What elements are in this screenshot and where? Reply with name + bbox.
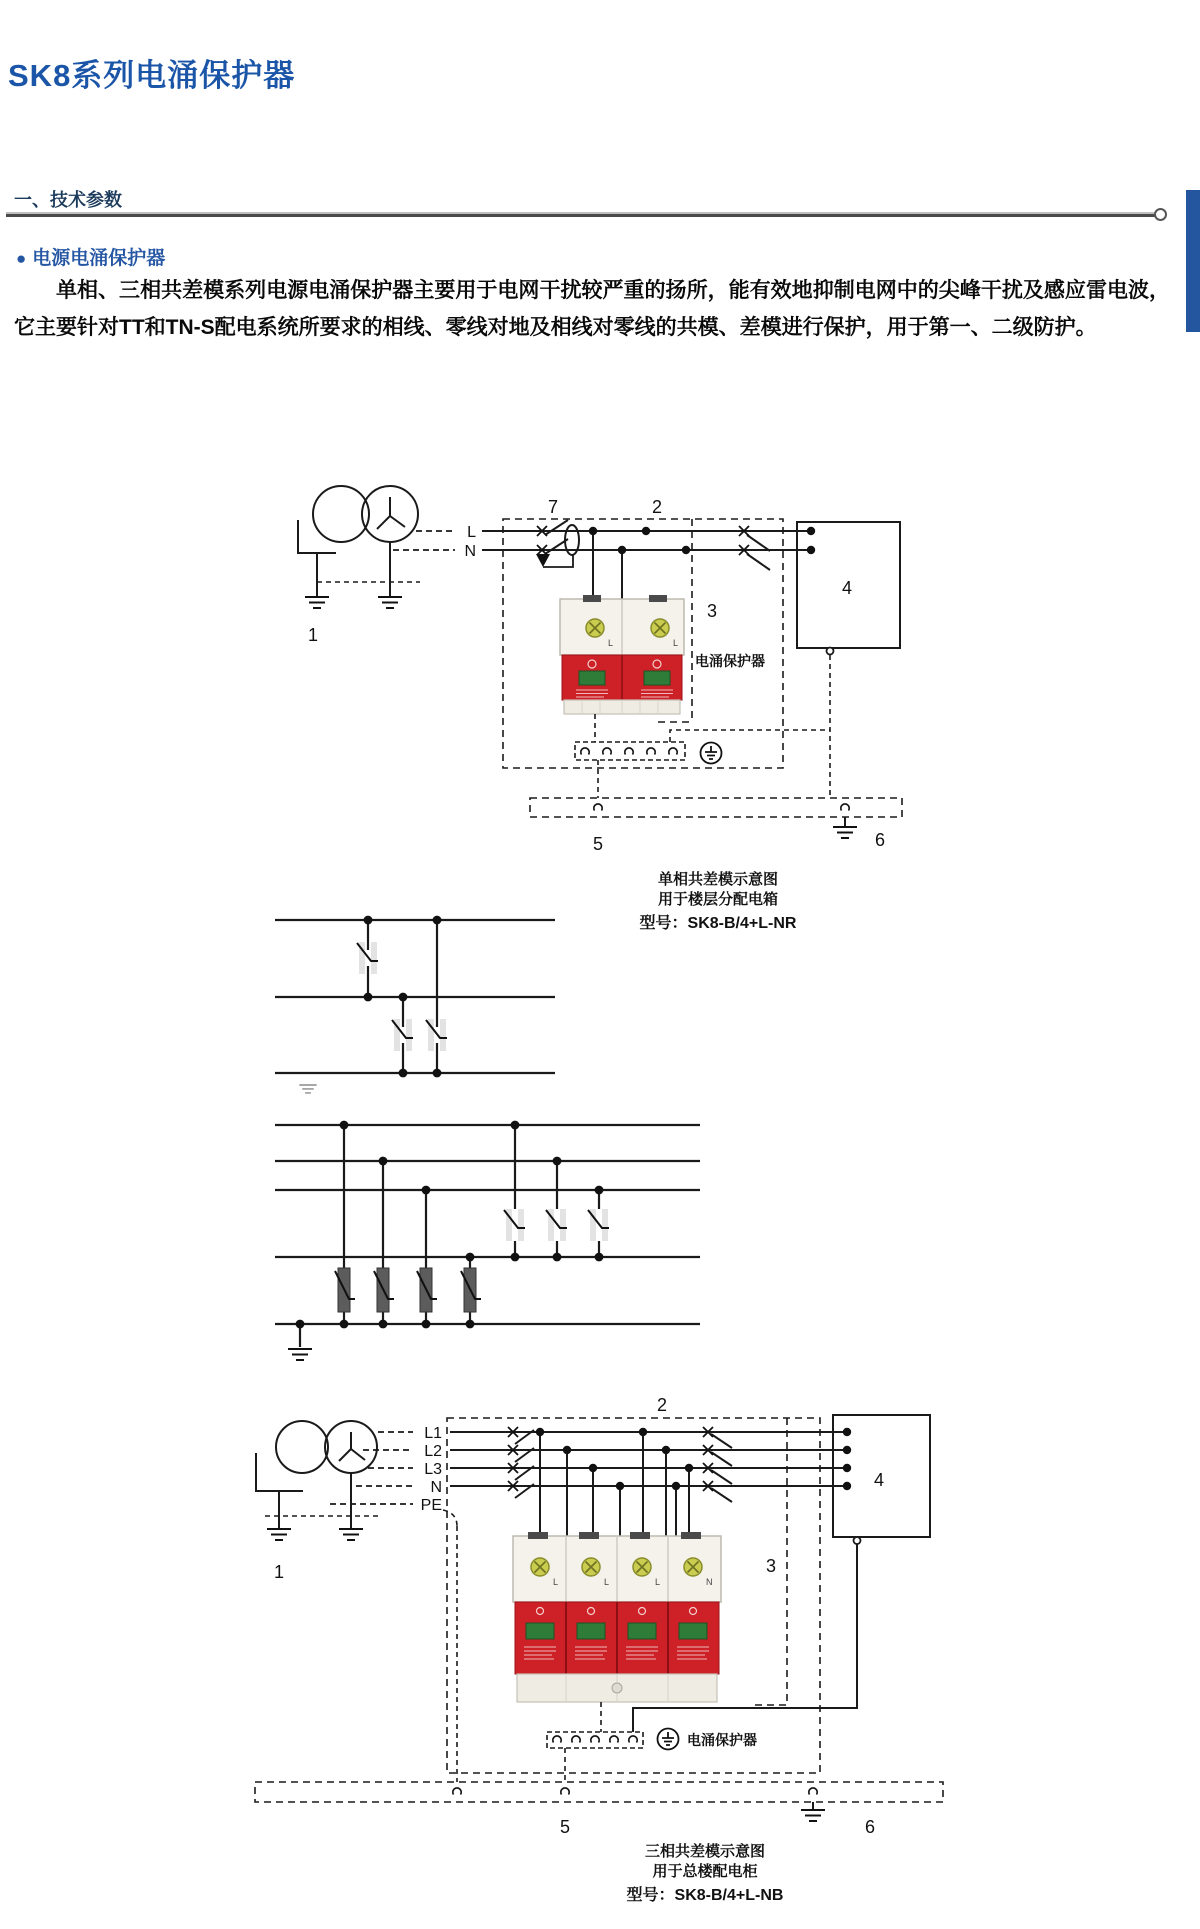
- pe-conductor-dashed: [443, 1510, 457, 1782]
- callout-4: 4: [874, 1470, 885, 1490]
- terminal-circle: [854, 1537, 861, 1544]
- callout-7: 7: [547, 497, 559, 517]
- section-heading: 一、技术参数: [14, 190, 122, 210]
- ground-icon: [378, 597, 402, 608]
- callout-5: 5: [592, 834, 604, 854]
- single-phase-wiring-diagram: [230, 385, 920, 940]
- subsection-heading: [16, 243, 165, 270]
- callout-1: 1: [274, 1562, 285, 1582]
- caption-line2: 用于楼层分配电箱: [657, 891, 779, 908]
- mode-concept-schematics: [190, 900, 770, 1380]
- pole-label: L: [604, 1577, 610, 1587]
- junction-dots: [536, 1428, 851, 1490]
- pole-label: L: [655, 1577, 661, 1587]
- caption-model: 型号：SK8-B/4+L-NB: [626, 1887, 784, 1904]
- wire-label-PE: PE: [420, 1497, 442, 1514]
- ground-icon: [833, 827, 857, 838]
- varistor-icon: [335, 1268, 355, 1312]
- strip-clamps: [594, 804, 849, 811]
- bonding-clamps: [581, 748, 677, 755]
- spark-gap-icon: [504, 1209, 525, 1241]
- pole-label: L: [553, 1577, 559, 1587]
- arrow-icon: [536, 554, 550, 567]
- ground-icon: [299, 1085, 316, 1093]
- varistor-icon: [374, 1268, 394, 1312]
- pole-label: L: [608, 638, 614, 648]
- divider-end-dot: [1154, 208, 1167, 221]
- bonding-clamps: [553, 1736, 637, 1743]
- callout-1: 1: [308, 625, 319, 645]
- ground-icon: [267, 1529, 291, 1540]
- equipotential-strip-outline: [530, 798, 902, 817]
- wire-label-N: N: [464, 543, 476, 560]
- terminal-screw-icon: [651, 619, 669, 637]
- single-phase-concept: [275, 920, 555, 1073]
- page-edge-accent-bar: [1186, 190, 1200, 332]
- pole-label: L: [673, 638, 679, 648]
- callout-4: 4: [842, 578, 853, 598]
- callout-3: 3: [707, 601, 718, 621]
- equipotential-strip-outline: [255, 1782, 943, 1802]
- three-phase-concept: [275, 1125, 700, 1347]
- varistor-icon: [417, 1268, 437, 1312]
- bullet-icon: ●: [16, 249, 27, 268]
- spd-device-4pole: [513, 1532, 721, 1702]
- varistor-icon: [461, 1268, 481, 1312]
- wire-label-L2: L2: [424, 1443, 442, 1460]
- three-phase-wiring-diagram: [210, 1395, 950, 1915]
- terminal-screw-icon: [586, 619, 604, 637]
- pole-label: N: [706, 1577, 713, 1587]
- caption-model: 型号：SK8-B/4+L-NR: [639, 915, 797, 932]
- callout-3: 3: [766, 1556, 777, 1576]
- spd-label: 电涌保护器: [695, 653, 765, 669]
- ground-icon: [305, 597, 329, 608]
- ground-icon: [339, 1529, 363, 1540]
- callout-2: 2: [656, 1395, 668, 1415]
- callout-6: 6: [865, 1817, 876, 1837]
- wire-label-L1: L1: [424, 1425, 442, 1442]
- caption-line1: 三相共差模示意图: [644, 1843, 766, 1860]
- intro-paragraph: 单相、三相共差模系列电源电涌保护器主要用于电网干扰较严重的扬所，能有效地抑制电网中的尖峰干扰及感应雷电波，它主要针对TT和TN-S配电系统所要求的相线、零线对地及相线对零线的共模、差模进行保护，用于第一、二级防护。: [14, 279, 1170, 339]
- strip-clamps: [453, 1788, 817, 1795]
- callout-6: 6: [875, 830, 886, 850]
- spd-label: 电涌保护器: [687, 1732, 757, 1748]
- protective-earth-icon: [701, 743, 722, 764]
- terminal-circle: [827, 648, 834, 655]
- caption-line2: 用于总楼配电柜: [652, 1863, 758, 1880]
- callout-2: 2: [651, 497, 663, 517]
- wire-label-N: N: [430, 1479, 442, 1496]
- caption-line1: 单相共差模示意图: [657, 871, 779, 888]
- spark-gap-icon: [546, 1209, 567, 1241]
- callout-5: 5: [559, 1817, 571, 1837]
- ground-icon: [288, 1349, 312, 1360]
- wire-label-L3: L3: [424, 1461, 442, 1478]
- protective-earth-icon: [658, 1729, 679, 1750]
- transformer-symbol: [298, 486, 418, 596]
- section-divider: [6, 212, 1156, 217]
- transformer-symbol: [256, 1421, 377, 1528]
- ground-icon: [801, 1810, 825, 1821]
- spark-gap-icon: [588, 1209, 609, 1241]
- spd-device-2pole: [560, 595, 684, 714]
- wire-label-L: L: [467, 524, 476, 541]
- page-title: SK8系列电涌保护器: [8, 58, 296, 93]
- subsection-heading-text: 电源电涌保护器: [32, 248, 166, 269]
